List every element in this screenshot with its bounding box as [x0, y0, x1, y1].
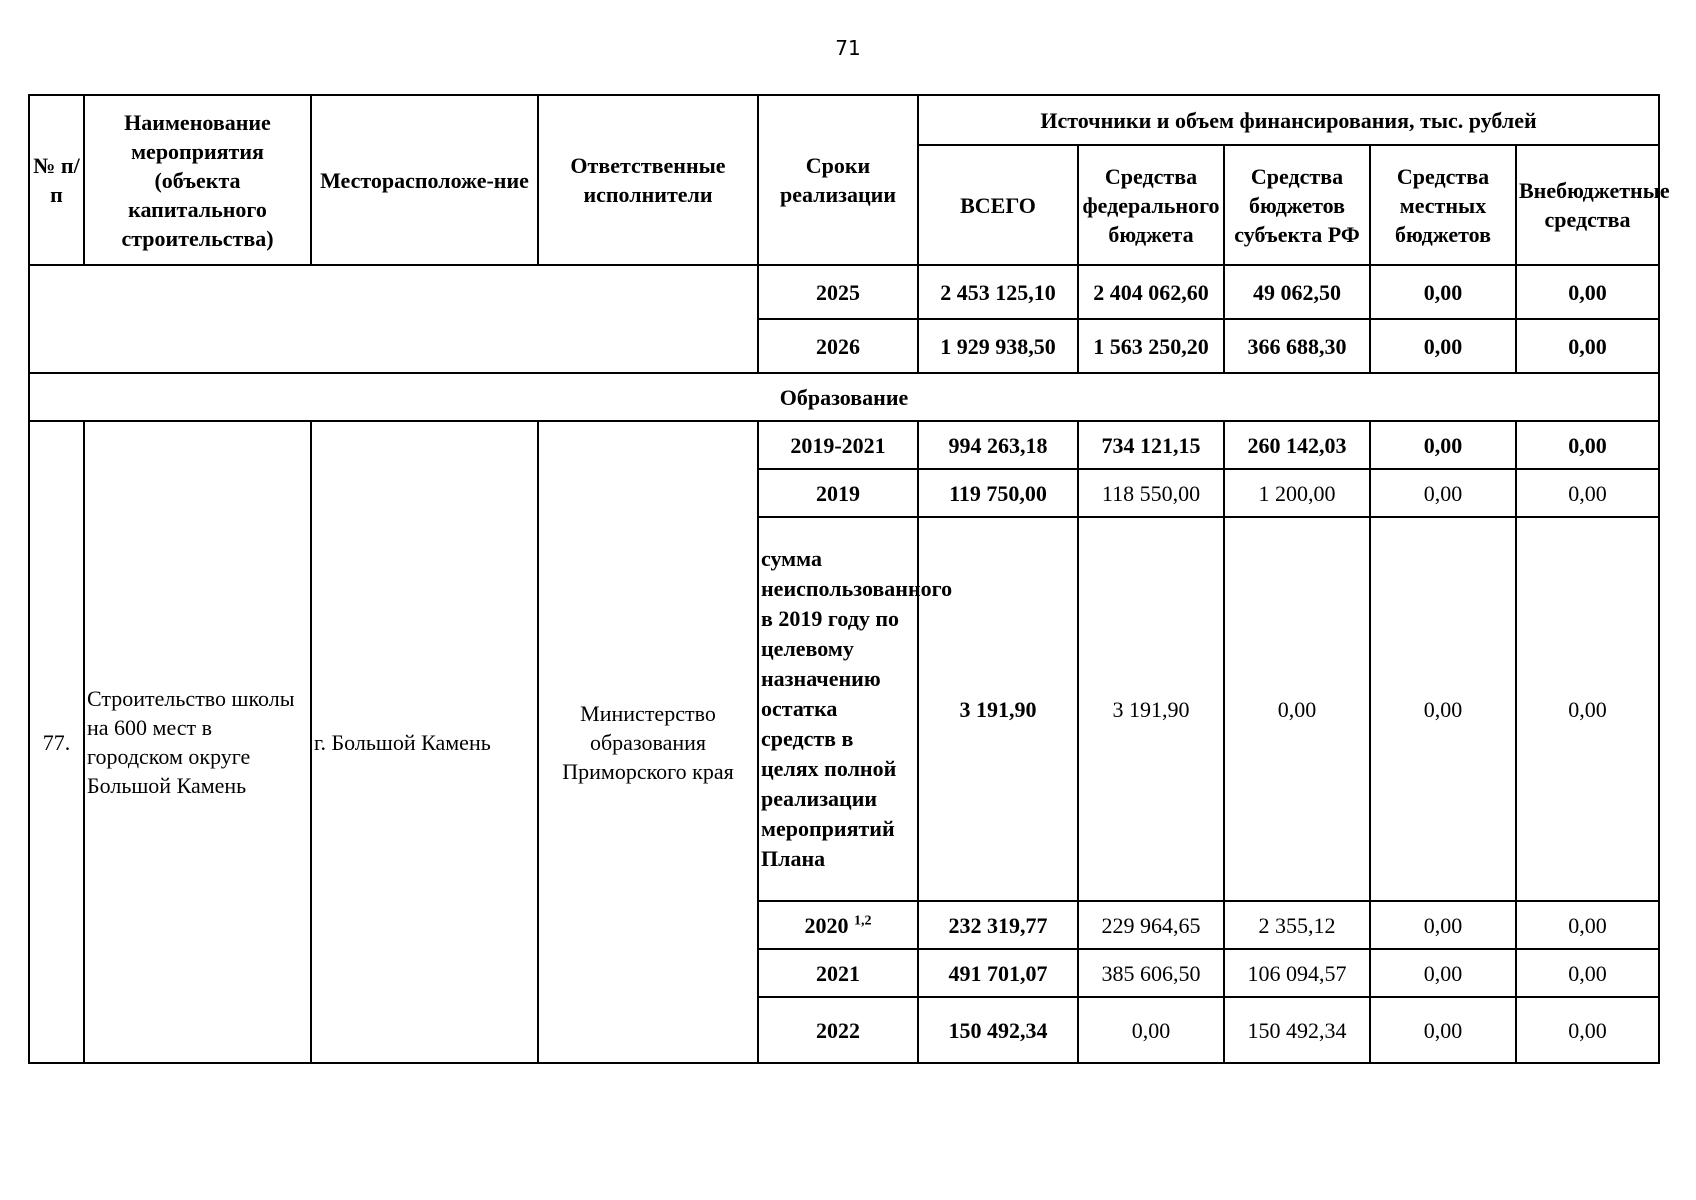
header-row-1: [29, 95, 1659, 145]
footnote-mark: 1,2: [854, 913, 872, 929]
extra-cell: 0,00: [1516, 265, 1659, 319]
header-responsible: Ответственные исполнители: [538, 95, 758, 265]
federal-cell: 118 550,00: [1078, 469, 1224, 517]
header-federal: Средства федерального бюджета: [1078, 145, 1224, 265]
federal-cell: 385 606,50: [1078, 949, 1224, 997]
regional-cell: 1 200,00: [1224, 469, 1370, 517]
extra-cell: 0,00: [1516, 319, 1659, 373]
local-cell: 0,00: [1370, 265, 1516, 319]
period-value: 2020: [804, 912, 849, 938]
header-regional: Средства бюджетов субъекта РФ: [1224, 145, 1370, 265]
period-cell: 2025: [758, 265, 918, 319]
total-cell: 994 263,18: [918, 421, 1078, 469]
federal-cell: 3 191,90: [1078, 517, 1224, 901]
financing-table: [28, 94, 1670, 1064]
federal-cell: 1 563 250,20: [1078, 319, 1224, 373]
federal-cell: 229 964,65: [1078, 901, 1224, 949]
period-cell: 2022: [758, 997, 918, 1063]
regional-cell: 49 062,50: [1224, 265, 1370, 319]
item-number: 77.: [29, 421, 84, 1063]
total-cell: 3 191,90: [918, 517, 1078, 901]
item-name: Строительство школы на 600 мест в городском округе Большой Камень: [84, 421, 311, 1063]
extra-cell: 0,00: [1516, 469, 1659, 517]
period-note-cell: сумма неиспользованного в 2019 году по целевому назначению остатка средств в целях полной реализации мероприятий Плана: [758, 517, 918, 901]
total-cell: 1 929 938,50: [918, 319, 1078, 373]
table-row: [29, 421, 1659, 469]
header-period: Сроки реализации: [758, 95, 918, 265]
regional-cell: 106 094,57: [1224, 949, 1370, 997]
extra-cell: 0,00: [1516, 517, 1659, 901]
period-cell: 2026: [758, 319, 918, 373]
total-cell: 119 750,00: [918, 469, 1078, 517]
regional-cell: 150 492,34: [1224, 997, 1370, 1063]
total-cell: 150 492,34: [918, 997, 1078, 1063]
federal-cell: 0,00: [1078, 997, 1224, 1063]
federal-cell: 2 404 062,60: [1078, 265, 1224, 319]
regional-cell: 260 142,03: [1224, 421, 1370, 469]
header-sources-group: Источники и объем финансирования, тыс. рублей: [918, 95, 1659, 145]
item-responsible: Министерство образования Приморского края: [538, 421, 758, 1063]
extra-cell: 0,00: [1516, 949, 1659, 997]
total-cell: 232 319,77: [918, 901, 1078, 949]
header-name: Наименование мероприятия (объекта капитального строительства): [84, 95, 311, 265]
header-extra: Внебюджетные средства: [1516, 145, 1659, 265]
extra-cell: 0,00: [1516, 901, 1659, 949]
header-num: № п/п: [29, 95, 84, 265]
local-cell: 0,00: [1370, 997, 1516, 1063]
extra-cell: 0,00: [1516, 421, 1659, 469]
regional-cell: 2 355,12: [1224, 901, 1370, 949]
regional-cell: 0,00: [1224, 517, 1370, 901]
table-row: [29, 265, 1659, 319]
local-cell: 0,00: [1370, 469, 1516, 517]
section-row: [29, 373, 1659, 421]
local-cell: 0,00: [1370, 421, 1516, 469]
local-cell: 0,00: [1370, 319, 1516, 373]
header-location: Месторасположе-ние: [311, 95, 538, 265]
header-total: ВСЕГО: [918, 145, 1078, 265]
period-cell: 2019-2021: [758, 421, 918, 469]
empty-merged-cell: [29, 265, 758, 373]
local-cell: 0,00: [1370, 517, 1516, 901]
period-cell: 2019: [758, 469, 918, 517]
page-number: 71: [835, 36, 861, 60]
item-location: г. Большой Камень: [311, 421, 538, 1063]
header-local: Средства местных бюджетов: [1370, 145, 1516, 265]
extra-cell: 0,00: [1516, 997, 1659, 1063]
local-cell: 0,00: [1370, 949, 1516, 997]
local-cell: 0,00: [1370, 901, 1516, 949]
total-cell: 2 453 125,10: [918, 265, 1078, 319]
period-cell: [758, 901, 918, 949]
regional-cell: 366 688,30: [1224, 319, 1370, 373]
total-cell: 491 701,07: [918, 949, 1078, 997]
federal-cell: 734 121,15: [1078, 421, 1224, 469]
section-title: Образование: [29, 373, 1659, 421]
period-cell: 2021: [758, 949, 918, 997]
